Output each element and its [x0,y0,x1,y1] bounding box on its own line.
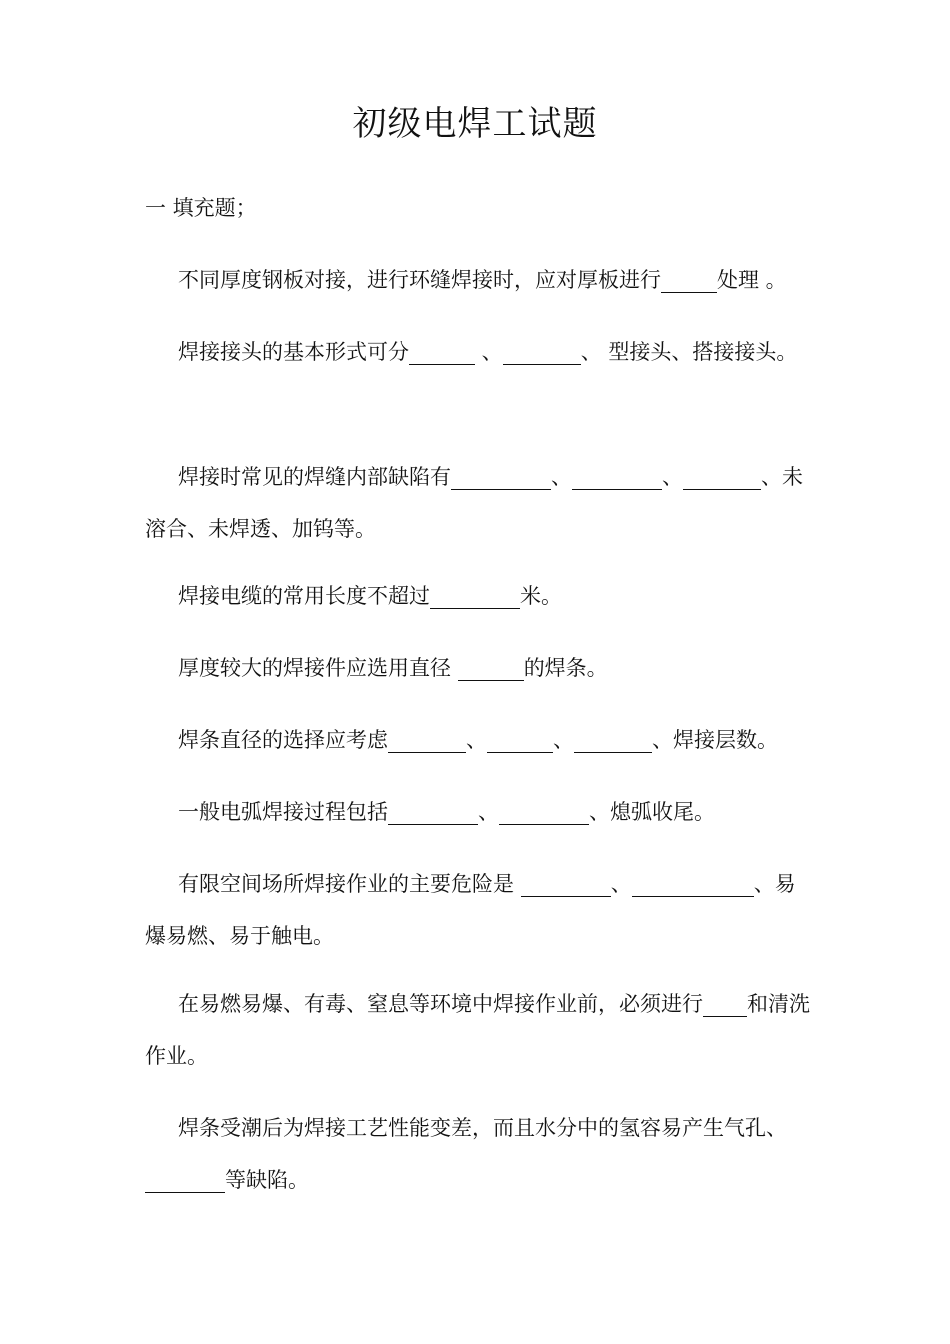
question-text: 焊接电缆的常用长度不超过 [178,584,430,608]
question-text: 、焊接层数。 [652,728,778,752]
answer-blank[interactable] [521,872,611,897]
question-text: 、易爆易燃、易于触电。 [145,872,796,948]
question-text: 、未溶合、未焊透、加钨等。 [145,465,803,541]
question-text: 米。 [520,584,562,608]
question-text: 、熄弧收尾。 [589,800,715,824]
question-6 [145,714,815,766]
answer-blank[interactable] [145,1168,225,1193]
question-5 [145,642,815,694]
question-text: 、 [475,340,503,364]
question-text: 、 [466,728,487,752]
answer-blank[interactable] [572,465,662,490]
question-9 [145,978,815,1082]
question-text: 的焊条。 [523,656,608,680]
question-text: 和清洗作业。 [145,992,810,1068]
question-text: 等缺陷。 [225,1168,309,1192]
question-text: 在易燃易爆、有毒、窒息等环境中焊接作业前，必须进行 [178,992,703,1016]
question-2 [145,326,815,378]
question-text: 不同厚度钢板对接，进行环缝焊接时，应对厚板进行 [178,268,661,292]
question-text: 有限空间场所焊接作业的主要危险是 [178,872,521,896]
question-4 [145,570,815,622]
question-text: 、 [478,800,499,824]
answer-blank[interactable] [503,340,581,365]
answer-blank[interactable] [683,465,761,490]
answer-blank[interactable] [661,268,717,293]
answer-blank[interactable] [430,584,520,609]
question-text: 焊条受潮后为焊接工艺性能变差，而且水分中的氢容易产生气孔、 [178,1116,787,1140]
answer-blank[interactable] [632,872,754,897]
answer-blank[interactable] [703,992,747,1017]
section-heading: 一 填充题； [145,196,257,220]
answer-blank[interactable] [458,656,524,681]
question-text: 、 型接头、搭接接头。 [580,340,798,364]
answer-blank[interactable] [451,465,551,490]
answer-blank[interactable] [388,728,466,753]
question-text: 、 [553,728,574,752]
question-text: 一般电弧焊接过程包括 [178,800,388,824]
question-text: 焊接时常见的焊缝内部缺陷有 [178,465,451,489]
question-8 [145,858,815,962]
question-text: 厚度较大的焊接件应选用直径 [178,656,458,680]
page-title: 初级电焊工试题 [352,104,598,144]
question-text: 、 [662,465,683,489]
question-1 [145,254,815,306]
question-7 [145,786,815,838]
question-10 [145,1102,815,1206]
question-text: 处理 。 [717,268,787,292]
answer-blank[interactable] [487,728,553,753]
answer-blank[interactable] [574,728,652,753]
question-text: 焊接接头的基本形式可分 [178,340,409,364]
answer-blank[interactable] [388,800,478,825]
question-text: 、 [551,465,572,489]
question-3 [145,451,815,555]
answer-blank[interactable] [409,340,475,365]
question-text: 、 [610,872,632,896]
answer-blank[interactable] [499,800,589,825]
question-text: 焊条直径的选择应考虑 [178,728,388,752]
